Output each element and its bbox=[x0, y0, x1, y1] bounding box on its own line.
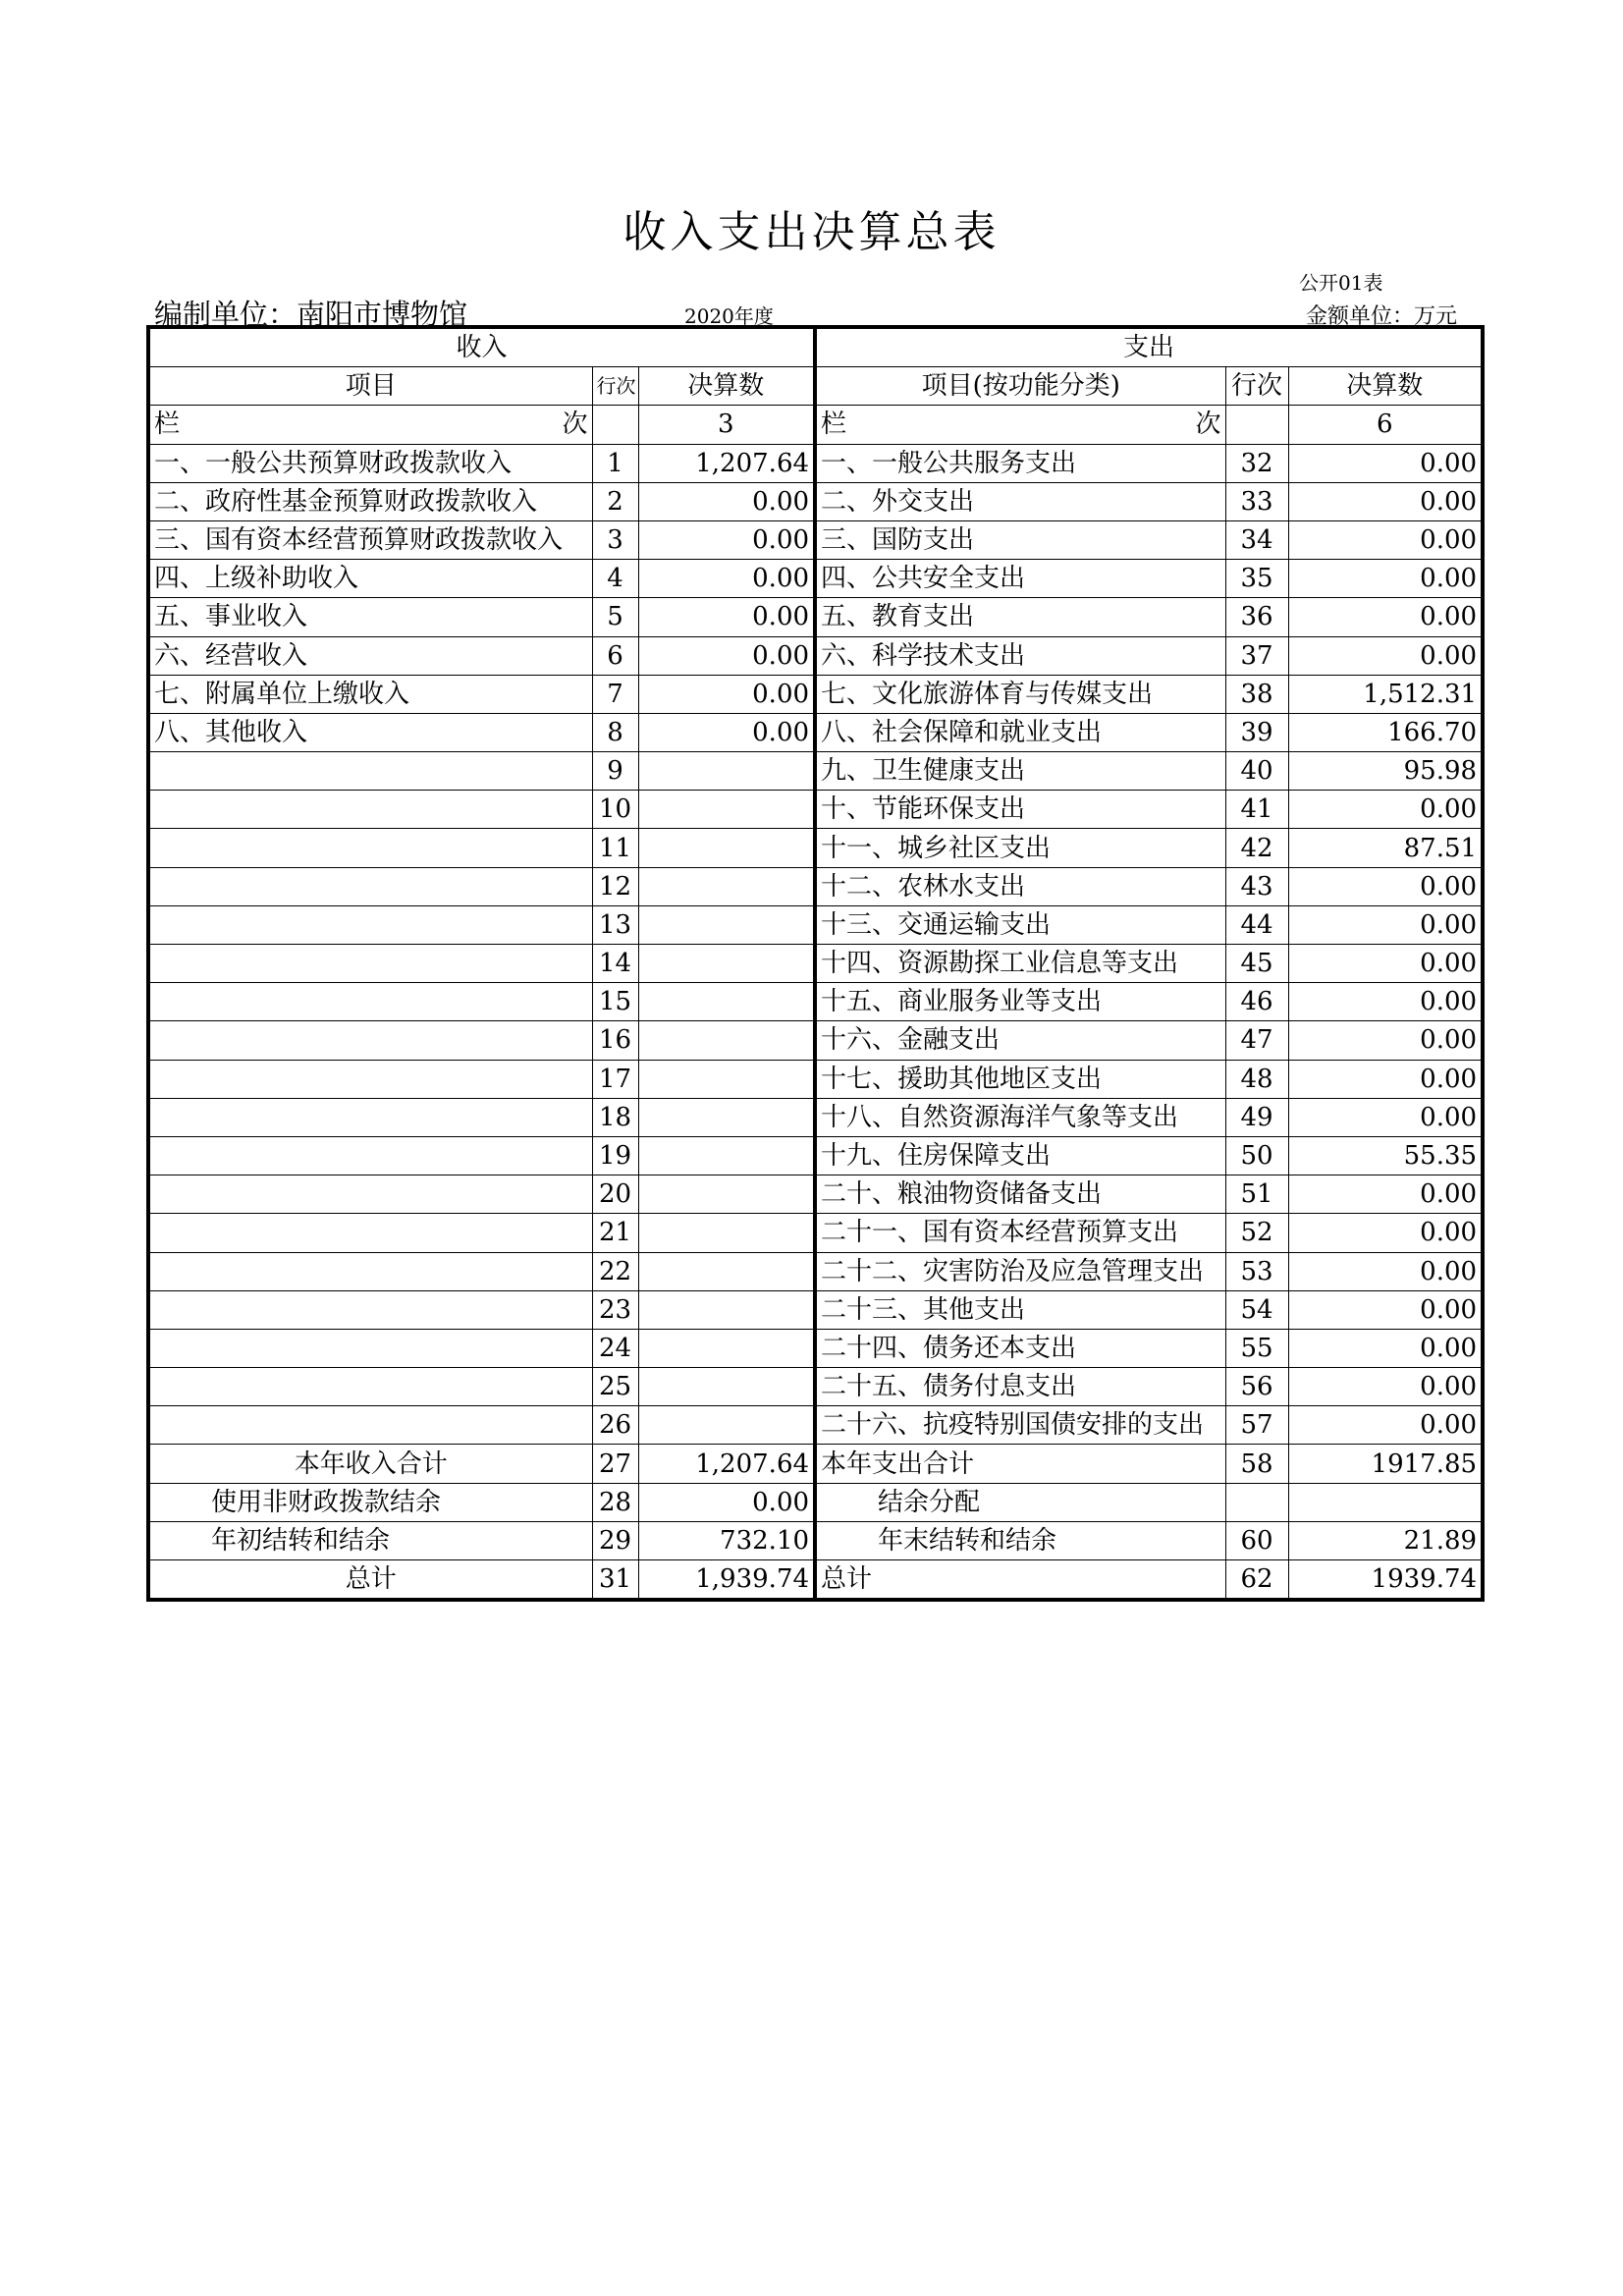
income-item-cell bbox=[148, 1290, 592, 1329]
income-line-cell: 6 bbox=[592, 636, 638, 675]
income-item-cell bbox=[148, 1098, 592, 1136]
form-code: 公开01表 bbox=[1299, 271, 1383, 295]
income-line-cell: 29 bbox=[592, 1521, 638, 1559]
income-amount-cell bbox=[638, 945, 815, 983]
table-row bbox=[148, 945, 1483, 983]
expense-item-cell: 结余分配 bbox=[815, 1483, 1225, 1521]
table-row bbox=[148, 1021, 1483, 1060]
expense-amount-cell: 0.00 bbox=[1288, 791, 1483, 829]
income-line-cell: 26 bbox=[592, 1406, 638, 1445]
income-amount-cell bbox=[638, 1406, 815, 1445]
expense-line-cell: 54 bbox=[1225, 1290, 1288, 1329]
income-item-cell: 总计 bbox=[148, 1560, 592, 1601]
expense-item-cell: 年末结转和结余 bbox=[815, 1521, 1225, 1559]
table-row bbox=[148, 791, 1483, 829]
expense-line-cell: 55 bbox=[1225, 1329, 1288, 1367]
expense-amount-cell: 0.00 bbox=[1288, 1175, 1483, 1214]
income-line-header: 行次 bbox=[592, 367, 638, 406]
table-row bbox=[148, 1406, 1483, 1445]
expense-line-index bbox=[1225, 406, 1288, 444]
income-line-cell: 11 bbox=[592, 829, 638, 867]
table-row bbox=[148, 905, 1483, 944]
income-line-cell: 8 bbox=[592, 713, 638, 751]
expense-item-cell: 九、卫生健康支出 bbox=[815, 752, 1225, 791]
expense-amount-cell: 0.00 bbox=[1288, 1368, 1483, 1406]
expense-section-header: 支出 bbox=[815, 327, 1483, 367]
expense-line-cell: 37 bbox=[1225, 636, 1288, 675]
income-item-cell bbox=[148, 1021, 592, 1060]
table-row bbox=[148, 560, 1483, 598]
income-amount-cell bbox=[638, 983, 815, 1021]
income-line-cell: 10 bbox=[592, 791, 638, 829]
income-line-cell: 4 bbox=[592, 560, 638, 598]
income-amount-cell: 1,939.74 bbox=[638, 1560, 815, 1601]
expense-line-cell: 60 bbox=[1225, 1521, 1288, 1559]
compiling-unit: 编制单位：南阳市博物馆 bbox=[154, 298, 468, 331]
expense-item-cell: 本年支出合计 bbox=[815, 1445, 1225, 1483]
income-item-cell bbox=[148, 1406, 592, 1445]
expense-item-cell: 二十、粮油物资储备支出 bbox=[815, 1175, 1225, 1214]
income-line-cell: 24 bbox=[592, 1329, 638, 1367]
expense-amount-cell: 0.00 bbox=[1288, 520, 1483, 559]
budget-table bbox=[146, 325, 1485, 1602]
income-item-cell bbox=[148, 867, 592, 905]
expense-line-cell: 34 bbox=[1225, 520, 1288, 559]
table-row bbox=[148, 1368, 1483, 1406]
income-item-cell: 年初结转和结余 bbox=[148, 1521, 592, 1559]
income-line-cell: 20 bbox=[592, 1175, 638, 1214]
expense-col-number: 6 bbox=[1288, 406, 1483, 444]
expense-item-cell: 十六、金融支出 bbox=[815, 1021, 1225, 1060]
page-title: 收入支出决算总表 bbox=[622, 207, 1001, 257]
expense-amount-cell: 0.00 bbox=[1288, 983, 1483, 1021]
expense-line-cell: 48 bbox=[1225, 1060, 1288, 1098]
income-amount-cell: 1,207.64 bbox=[638, 444, 815, 482]
income-line-cell: 28 bbox=[592, 1483, 638, 1521]
income-item-cell: 三、国有资本经营预算财政拨款收入 bbox=[148, 520, 592, 559]
table-row bbox=[148, 867, 1483, 905]
expense-item-cell: 总计 bbox=[815, 1560, 1225, 1601]
expense-amount-cell: 166.70 bbox=[1288, 713, 1483, 751]
expense-line-cell: 58 bbox=[1225, 1445, 1288, 1483]
expense-line-cell: 39 bbox=[1225, 713, 1288, 751]
table-row bbox=[148, 520, 1483, 559]
lan-label: 栏 bbox=[154, 410, 181, 440]
expense-amount-cell: 0.00 bbox=[1288, 1214, 1483, 1252]
income-line-index bbox=[592, 406, 638, 444]
expense-item-cell: 十四、资源勘探工业信息等支出 bbox=[815, 945, 1225, 983]
expense-line-cell: 45 bbox=[1225, 945, 1288, 983]
expense-line-cell: 44 bbox=[1225, 905, 1288, 944]
expense-item-cell: 二十六、抗疫特别国债安排的支出 bbox=[815, 1406, 1225, 1445]
income-item-cell: 使用非财政拨款结余 bbox=[148, 1483, 592, 1521]
income-line-cell: 19 bbox=[592, 1136, 638, 1175]
expense-item-cell: 八、社会保障和就业支出 bbox=[815, 713, 1225, 751]
table-row bbox=[148, 1252, 1483, 1290]
income-item-cell bbox=[148, 1214, 592, 1252]
income-item-cell bbox=[148, 1252, 592, 1290]
income-line-cell: 22 bbox=[592, 1252, 638, 1290]
expense-amount-cell: 0.00 bbox=[1288, 560, 1483, 598]
income-item-cell: 五、事业收入 bbox=[148, 598, 592, 636]
income-section-header: 收入 bbox=[148, 327, 815, 367]
grand-total-row bbox=[148, 1560, 1483, 1601]
income-item-cell bbox=[148, 905, 592, 944]
income-line-cell: 21 bbox=[592, 1214, 638, 1252]
year-total-row bbox=[148, 1445, 1483, 1483]
column-header-row bbox=[148, 367, 1483, 406]
expense-amount-cell: 1939.74 bbox=[1288, 1560, 1483, 1601]
expense-line-cell: 36 bbox=[1225, 598, 1288, 636]
expense-amount-cell: 0.00 bbox=[1288, 1252, 1483, 1290]
income-col-number: 3 bbox=[638, 406, 815, 444]
expense-line-cell: 35 bbox=[1225, 560, 1288, 598]
currency-unit: 金额单位：万元 bbox=[1306, 304, 1458, 329]
expense-amount-cell: 0.00 bbox=[1288, 1021, 1483, 1060]
expense-item-cell: 十、节能环保支出 bbox=[815, 791, 1225, 829]
expense-line-cell: 49 bbox=[1225, 1098, 1288, 1136]
income-amount-cell bbox=[638, 1252, 815, 1290]
income-amount-cell bbox=[638, 867, 815, 905]
income-item-cell: 七、附属单位上缴收入 bbox=[148, 675, 592, 713]
table-row bbox=[148, 482, 1483, 520]
expense-item-cell: 十一、城乡社区支出 bbox=[815, 829, 1225, 867]
income-line-cell: 27 bbox=[592, 1445, 638, 1483]
expense-line-cell: 47 bbox=[1225, 1021, 1288, 1060]
expense-item-cell: 二十一、国有资本经营预算支出 bbox=[815, 1214, 1225, 1252]
income-item-cell bbox=[148, 829, 592, 867]
table-row bbox=[148, 675, 1483, 713]
expense-amount-cell: 0.00 bbox=[1288, 482, 1483, 520]
table-row bbox=[148, 636, 1483, 675]
expense-amount-cell: 1,512.31 bbox=[1288, 675, 1483, 713]
table-row bbox=[148, 1290, 1483, 1329]
income-line-cell: 9 bbox=[592, 752, 638, 791]
income-amount-cell bbox=[638, 752, 815, 791]
expense-amount-cell: 55.35 bbox=[1288, 1136, 1483, 1175]
income-amount-cell bbox=[638, 1098, 815, 1136]
income-line-cell: 13 bbox=[592, 905, 638, 944]
income-item-cell bbox=[148, 1060, 592, 1098]
expense-amount-cell: 0.00 bbox=[1288, 945, 1483, 983]
expense-amount-cell: 0.00 bbox=[1288, 905, 1483, 944]
lan-label: 栏 bbox=[821, 410, 847, 440]
income-amount-cell: 0.00 bbox=[638, 560, 815, 598]
column-index-row bbox=[148, 406, 1483, 444]
income-item-cell bbox=[148, 983, 592, 1021]
income-amount-cell bbox=[638, 1175, 815, 1214]
income-line-cell: 1 bbox=[592, 444, 638, 482]
income-amount-cell bbox=[638, 1290, 815, 1329]
expense-amount-cell: 0.00 bbox=[1288, 1098, 1483, 1136]
expense-amount-cell: 0.00 bbox=[1288, 1290, 1483, 1329]
expense-line-cell: 46 bbox=[1225, 983, 1288, 1021]
expense-amount-cell: 21.89 bbox=[1288, 1521, 1483, 1559]
table-row bbox=[148, 1136, 1483, 1175]
income-amount-cell: 0.00 bbox=[638, 636, 815, 675]
table-row bbox=[148, 829, 1483, 867]
expense-index-cell bbox=[815, 406, 1225, 444]
expense-amount-cell: 0.00 bbox=[1288, 598, 1483, 636]
table-row bbox=[148, 1098, 1483, 1136]
carryover-row bbox=[148, 1521, 1483, 1559]
expense-line-cell: 32 bbox=[1225, 444, 1288, 482]
expense-item-cell: 四、公共安全支出 bbox=[815, 560, 1225, 598]
expense-amount-cell: 0.00 bbox=[1288, 636, 1483, 675]
expense-item-cell: 二十五、债务付息支出 bbox=[815, 1368, 1225, 1406]
expense-line-cell: 62 bbox=[1225, 1560, 1288, 1601]
income-amount-cell: 0.00 bbox=[638, 713, 815, 751]
expense-line-cell: 42 bbox=[1225, 829, 1288, 867]
expense-line-cell: 38 bbox=[1225, 675, 1288, 713]
table-row bbox=[148, 1214, 1483, 1252]
income-line-cell: 14 bbox=[592, 945, 638, 983]
fiscal-year: 2020年度 bbox=[684, 304, 774, 328]
income-amount-cell bbox=[638, 791, 815, 829]
income-amount-cell bbox=[638, 1021, 815, 1060]
expense-amount-cell: 0.00 bbox=[1288, 444, 1483, 482]
income-amount-cell: 0.00 bbox=[638, 482, 815, 520]
income-amount-cell: 1,207.64 bbox=[638, 1445, 815, 1483]
expense-line-cell: 41 bbox=[1225, 791, 1288, 829]
income-item-cell bbox=[148, 791, 592, 829]
income-item-cell bbox=[148, 1136, 592, 1175]
expense-line-cell bbox=[1225, 1483, 1288, 1521]
income-line-cell: 15 bbox=[592, 983, 638, 1021]
expense-item-cell: 二、外交支出 bbox=[815, 482, 1225, 520]
income-item-cell: 八、其他收入 bbox=[148, 713, 592, 751]
table-row bbox=[148, 444, 1483, 482]
income-item-cell bbox=[148, 1368, 592, 1406]
income-amount-header: 决算数 bbox=[638, 367, 815, 406]
income-amount-cell bbox=[638, 1214, 815, 1252]
expense-line-cell: 50 bbox=[1225, 1136, 1288, 1175]
income-amount-cell: 0.00 bbox=[638, 598, 815, 636]
expense-item-cell: 十三、交通运输支出 bbox=[815, 905, 1225, 944]
expense-item-header: 项目(按功能分类) bbox=[815, 367, 1225, 406]
expense-item-cell: 三、国防支出 bbox=[815, 520, 1225, 559]
expense-line-cell: 57 bbox=[1225, 1406, 1288, 1445]
expense-item-cell: 十五、商业服务业等支出 bbox=[815, 983, 1225, 1021]
income-line-cell: 25 bbox=[592, 1368, 638, 1406]
expense-item-cell: 二十三、其他支出 bbox=[815, 1290, 1225, 1329]
expense-amount-cell: 87.51 bbox=[1288, 829, 1483, 867]
expense-line-cell: 40 bbox=[1225, 752, 1288, 791]
expense-item-cell: 七、文化旅游体育与传媒支出 bbox=[815, 675, 1225, 713]
income-line-cell: 23 bbox=[592, 1290, 638, 1329]
table-row bbox=[148, 713, 1483, 751]
table-row bbox=[148, 1175, 1483, 1214]
income-item-cell: 六、经营收入 bbox=[148, 636, 592, 675]
income-amount-cell bbox=[638, 1329, 815, 1367]
income-item-cell bbox=[148, 1175, 592, 1214]
income-item-cell bbox=[148, 1329, 592, 1367]
expense-amount-cell: 0.00 bbox=[1288, 1329, 1483, 1367]
income-line-cell: 3 bbox=[592, 520, 638, 559]
expense-line-header: 行次 bbox=[1225, 367, 1288, 406]
income-amount-cell: 0.00 bbox=[638, 675, 815, 713]
income-item-cell: 四、上级补助收入 bbox=[148, 560, 592, 598]
table-row bbox=[148, 598, 1483, 636]
expense-item-cell: 一、一般公共服务支出 bbox=[815, 444, 1225, 482]
income-line-cell: 2 bbox=[592, 482, 638, 520]
ci-label: 次 bbox=[562, 410, 588, 440]
income-line-cell: 16 bbox=[592, 1021, 638, 1060]
expense-line-cell: 53 bbox=[1225, 1252, 1288, 1290]
income-line-cell: 5 bbox=[592, 598, 638, 636]
income-amount-cell: 732.10 bbox=[638, 1521, 815, 1559]
income-index-cell bbox=[148, 406, 592, 444]
income-line-cell: 18 bbox=[592, 1098, 638, 1136]
expense-item-cell: 十二、农林水支出 bbox=[815, 867, 1225, 905]
table-row bbox=[148, 1329, 1483, 1367]
expense-amount-cell: 1917.85 bbox=[1288, 1445, 1483, 1483]
expense-item-cell: 二十二、灾害防治及应急管理支出 bbox=[815, 1252, 1225, 1290]
income-item-cell bbox=[148, 752, 592, 791]
income-line-cell: 12 bbox=[592, 867, 638, 905]
expense-line-cell: 33 bbox=[1225, 482, 1288, 520]
income-amount-cell bbox=[638, 1368, 815, 1406]
income-line-cell: 7 bbox=[592, 675, 638, 713]
expense-amount-header: 决算数 bbox=[1288, 367, 1483, 406]
income-item-cell: 本年收入合计 bbox=[148, 1445, 592, 1483]
expense-line-cell: 56 bbox=[1225, 1368, 1288, 1406]
expense-line-cell: 51 bbox=[1225, 1175, 1288, 1214]
expense-item-cell: 十九、住房保障支出 bbox=[815, 1136, 1225, 1175]
expense-amount-cell: 95.98 bbox=[1288, 752, 1483, 791]
income-item-header: 项目 bbox=[148, 367, 592, 406]
expense-item-cell: 五、教育支出 bbox=[815, 598, 1225, 636]
income-amount-cell bbox=[638, 1060, 815, 1098]
expense-line-cell: 43 bbox=[1225, 867, 1288, 905]
income-line-cell: 31 bbox=[592, 1560, 638, 1601]
ci-label: 次 bbox=[1195, 410, 1221, 440]
expense-amount-cell: 0.00 bbox=[1288, 1060, 1483, 1098]
expense-amount-cell: 0.00 bbox=[1288, 1406, 1483, 1445]
income-item-cell: 二、政府性基金预算财政拨款收入 bbox=[148, 482, 592, 520]
table-row bbox=[148, 983, 1483, 1021]
table-row bbox=[148, 1060, 1483, 1098]
expense-amount-cell bbox=[1288, 1483, 1483, 1521]
expense-item-cell: 二十四、债务还本支出 bbox=[815, 1329, 1225, 1367]
income-item-cell: 一、一般公共预算财政拨款收入 bbox=[148, 444, 592, 482]
expense-item-cell: 六、科学技术支出 bbox=[815, 636, 1225, 675]
non-fiscal-row bbox=[148, 1483, 1483, 1521]
income-amount-cell: 0.00 bbox=[638, 1483, 815, 1521]
section-header-row bbox=[148, 327, 1483, 367]
expense-item-cell: 十八、自然资源海洋气象等支出 bbox=[815, 1098, 1225, 1136]
income-line-cell: 17 bbox=[592, 1060, 638, 1098]
expense-amount-cell: 0.00 bbox=[1288, 867, 1483, 905]
income-amount-cell bbox=[638, 905, 815, 944]
table-row bbox=[148, 752, 1483, 791]
income-amount-cell bbox=[638, 829, 815, 867]
income-amount-cell: 0.00 bbox=[638, 520, 815, 559]
expense-line-cell: 52 bbox=[1225, 1214, 1288, 1252]
income-item-cell bbox=[148, 945, 592, 983]
income-amount-cell bbox=[638, 1136, 815, 1175]
expense-item-cell: 十七、援助其他地区支出 bbox=[815, 1060, 1225, 1098]
